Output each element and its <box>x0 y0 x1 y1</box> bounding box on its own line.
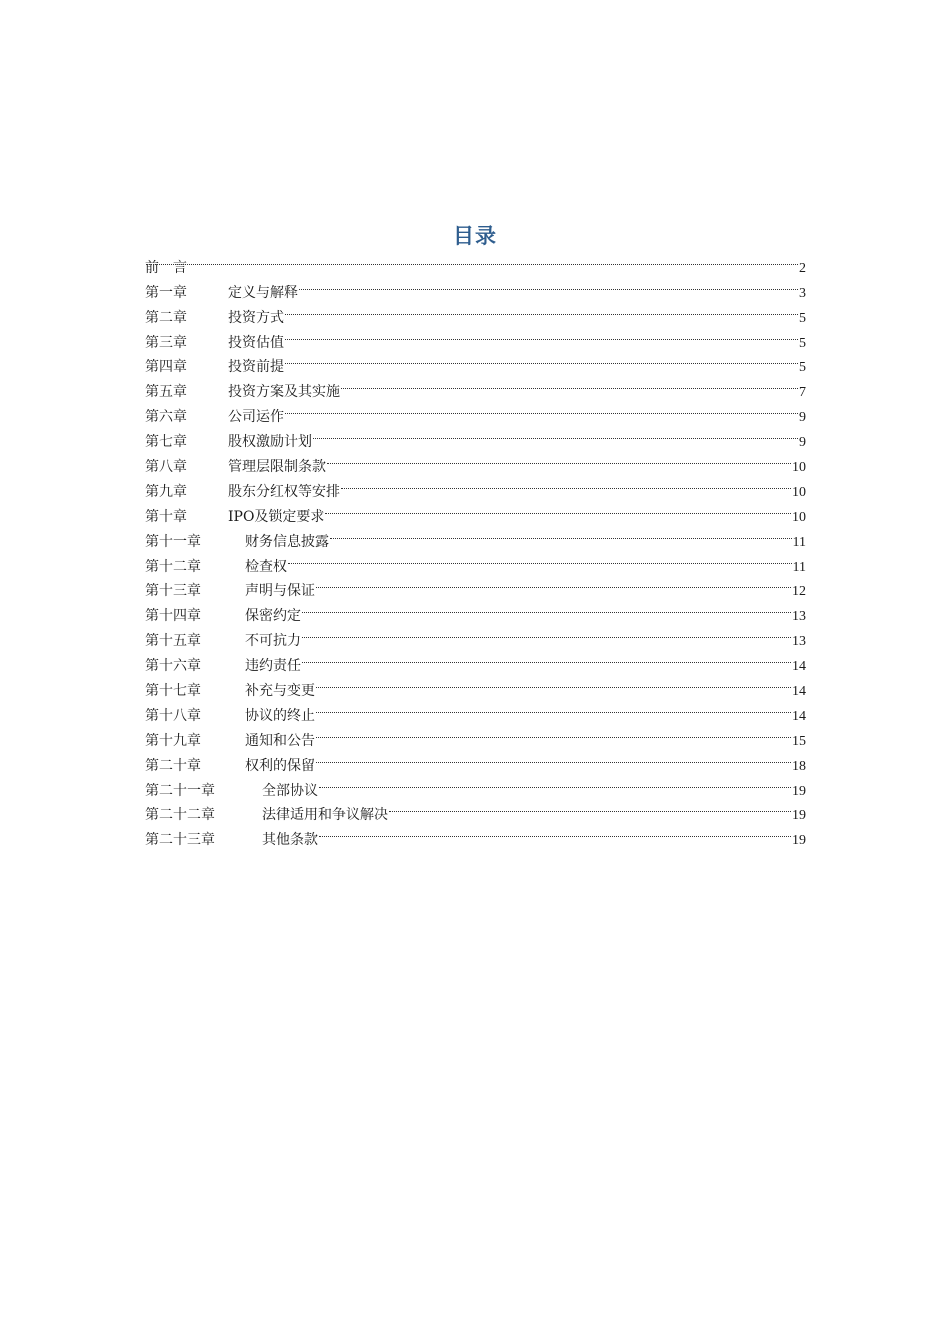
dot-leader <box>316 670 791 695</box>
chapter-title: 保密约定 <box>245 608 301 625</box>
chapter-title: 投资估值 <box>228 334 284 351</box>
chapter-number: 第十二章 <box>145 558 201 575</box>
chapter-title: 管理层限制条款 <box>228 459 326 476</box>
chapter-title: 权利的保留 <box>245 757 315 774</box>
chapter-title: 全部协议 <box>262 782 318 799</box>
chapter-number: 第十三章 <box>145 583 201 600</box>
page-number: 9 <box>799 435 806 451</box>
toc-entry-chapter-1[interactable] <box>145 272 806 301</box>
chapter-number: 第三章 <box>145 334 187 351</box>
dot-leader <box>285 396 798 421</box>
chapter-title: 投资方式 <box>228 309 284 326</box>
page-number: 18 <box>792 758 806 774</box>
page-number: 14 <box>792 659 806 675</box>
dot-leader <box>327 446 791 471</box>
chapter-number: 第十六章 <box>145 658 201 675</box>
page-number: 3 <box>799 285 806 301</box>
dot-leader <box>316 695 791 720</box>
page-number: 11 <box>792 559 806 575</box>
dot-leader <box>302 645 791 670</box>
chapter-number: 第十九章 <box>145 732 201 749</box>
chapter-title: 违约责任 <box>245 658 301 675</box>
page-number: 5 <box>799 310 806 326</box>
page-number: 10 <box>792 460 806 476</box>
dot-leader <box>325 496 791 521</box>
chapter-title: 公司运作 <box>228 409 284 426</box>
page-number: 7 <box>799 385 806 401</box>
chapter-title: 股权激励计划 <box>228 434 312 451</box>
page-number: 15 <box>792 733 806 749</box>
chapter-title: 股东分红权等安排 <box>228 483 340 500</box>
page-number: 10 <box>792 484 806 500</box>
dot-leader <box>319 819 791 844</box>
chapter-title: 定义与解释 <box>228 284 298 301</box>
chapter-title: 不可抗力 <box>245 633 301 650</box>
table-of-contents <box>145 247 806 849</box>
chapter-number: 第十五章 <box>145 633 201 650</box>
chapter-title: 法律适用和争议解决 <box>262 807 388 824</box>
chapter-title: 通知和公告 <box>245 732 315 749</box>
page-number: 9 <box>799 410 806 426</box>
chapter-title: 检查权 <box>245 558 287 575</box>
chapter-number: 第四章 <box>145 359 187 376</box>
dot-leader <box>302 595 791 620</box>
chapter-number: 第五章 <box>145 384 187 401</box>
chapter-title: 投资方案及其实施 <box>228 384 340 401</box>
chapter-number: 第十七章 <box>145 683 201 700</box>
dot-leader <box>285 297 798 322</box>
page-number: 5 <box>799 335 806 351</box>
dot-leader <box>316 571 791 596</box>
page-number: 2 <box>799 260 806 276</box>
dot-leader <box>341 371 798 396</box>
chapter-number: 第二章 <box>145 309 187 326</box>
page-number: 14 <box>792 684 806 700</box>
chapter-title: 补充与变更 <box>245 683 315 700</box>
dot-leader <box>316 720 791 745</box>
chapter-number: 第九章 <box>145 483 187 500</box>
chapter-number: 第八章 <box>145 459 187 476</box>
page-number: 12 <box>792 584 806 600</box>
page-number: 14 <box>792 708 806 724</box>
dot-leader <box>288 546 792 571</box>
chapter-number: 第二十二章 <box>145 807 215 824</box>
chapter-number: 第十四章 <box>145 608 201 625</box>
page-number: 13 <box>792 634 806 650</box>
page-number: 19 <box>792 783 806 799</box>
dot-leader <box>313 421 798 446</box>
chapter-title: 财务信息披露 <box>245 533 329 550</box>
dot-leader <box>319 770 791 795</box>
dot-leader <box>285 347 798 372</box>
page-number: 19 <box>792 808 806 824</box>
toc-title: 目录 <box>453 224 497 249</box>
chapter-number: 第十八章 <box>145 707 201 724</box>
page-number: 19 <box>792 833 806 849</box>
dot-leader <box>146 247 798 272</box>
chapter-title: 协议的终止 <box>245 707 315 724</box>
chapter-title: 投资前提 <box>228 359 284 376</box>
dot-leader <box>341 471 791 496</box>
page-number: 11 <box>792 534 806 550</box>
chapter-number: 第十章 <box>145 508 187 525</box>
chapter-number: 第二十三章 <box>145 832 215 849</box>
chapter-title: 其他条款 <box>262 832 318 849</box>
chapter-number: 第七章 <box>145 434 187 451</box>
page-number: 10 <box>792 509 806 525</box>
page-number: 5 <box>799 360 806 376</box>
dot-leader <box>299 272 798 297</box>
chapter-title: IPO及锁定要求 <box>228 508 325 525</box>
chapter-number: 第二十一章 <box>145 782 215 799</box>
dot-leader <box>285 322 798 347</box>
dot-leader <box>302 620 791 645</box>
toc-entry-preface[interactable]: 前 言 2 <box>145 247 806 272</box>
chapter-number: 第十一章 <box>145 533 201 550</box>
dot-leader <box>389 795 791 820</box>
chapter-number: 第六章 <box>145 409 187 426</box>
page-number: 13 <box>792 609 806 625</box>
chapter-number: 第一章 <box>145 284 187 301</box>
dot-leader <box>316 745 791 770</box>
chapter-title: 声明与保证 <box>245 583 315 600</box>
dot-leader <box>330 521 792 546</box>
chapter-number: 第二十章 <box>145 757 201 774</box>
